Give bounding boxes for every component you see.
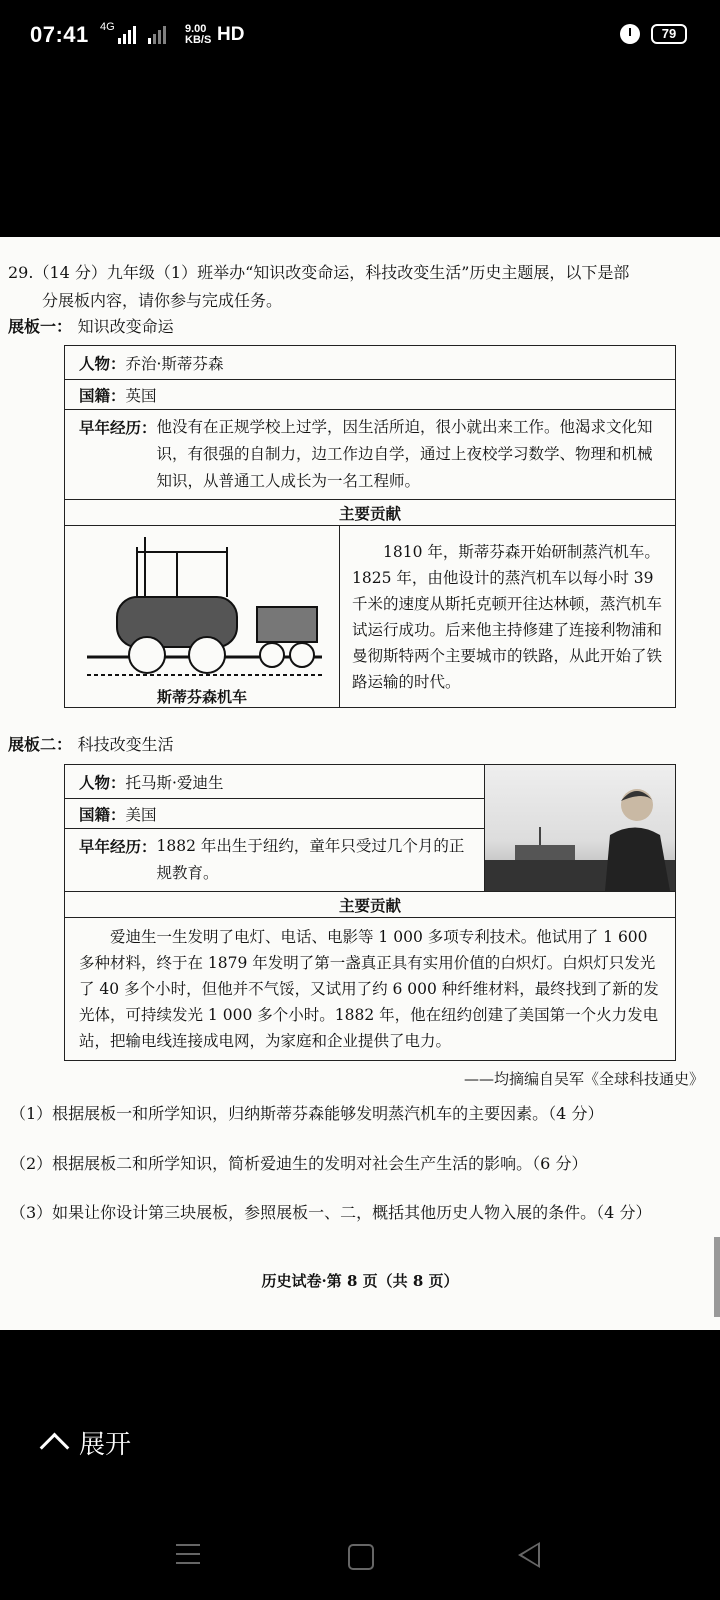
board1-exp-row	[65, 410, 676, 500]
expand-label: 展开	[79, 1429, 132, 1459]
board2-contrib: 爱迪生一生发明了电灯、电话、电影等 1 000 多项专利技术。他试用了 1 600 多种材料，终于在 1879 年发明了第一盏真正具有实用价值的白炽灯。白炽灯只发光了 40 多个小时，但他并不气馁，又试用了约 6 000 种纤维材料，最终找到了新的发光体，可持续发光 1 000 多个小时。1882 年，他在纽约创建了美国第一个火力发电站，把输电线连接成电网，为家庭和企业提供了电力。	[65, 918, 676, 1061]
battery-icon	[651, 24, 687, 44]
person-label: 人物：	[79, 772, 126, 792]
sub-question-3: （3）如果让你设计第三块展板，参照展板一、二，概括其他历史人物入展的条件。（4 分）	[10, 1203, 652, 1222]
edison-photo-drawing	[485, 765, 675, 891]
speed-value: 9.00	[185, 23, 207, 35]
board2-exp-row	[65, 829, 485, 892]
nation-label: 国籍：	[79, 385, 126, 405]
board2-name: 科技改变生活	[77, 735, 174, 754]
person-label: 人物：	[79, 353, 126, 373]
network-speed	[185, 24, 211, 46]
network-type: 4G	[100, 21, 115, 33]
nation-label: 国籍：	[79, 804, 126, 824]
back-icon[interactable]	[518, 1542, 540, 1568]
status-bar	[0, 0, 720, 72]
board2-person-row	[65, 765, 485, 799]
sub-question-2: （2）根据展板二和所学知识，简析爱迪生的发明对社会生产生活的影响。（6 分）	[10, 1154, 588, 1173]
board1-nation: 英国	[125, 386, 157, 405]
navigation-bar	[0, 1540, 720, 1580]
exp-label: 早年经历：	[79, 837, 157, 856]
battery-level: 79	[661, 26, 677, 41]
locomotive-caption: 斯蒂芬森机车	[156, 687, 247, 706]
chevron-up-icon	[40, 1433, 70, 1463]
page-footer: 历史试卷·第 8 页（共 8 页）	[261, 1272, 459, 1290]
board2-title	[8, 732, 174, 755]
board1-person-row	[65, 346, 676, 380]
board1-table	[64, 345, 676, 708]
board2-photo-cell	[485, 765, 676, 892]
question-intro	[8, 259, 710, 315]
edison-photo	[485, 765, 675, 891]
board1-exp: 他没有在正规学校上过学，因生活所迫，很小就出来工作。他渴求文化知识，有很强的自制力，边工作边自学，通过上夜校学习数学、物理和机械知识，从普通工人成长为一名工程师。	[156, 418, 653, 490]
hd-indicator: HD	[217, 24, 245, 45]
board2-contrib-header: 主要贡献	[65, 892, 676, 918]
board1-nation-row	[65, 380, 676, 410]
status-time: 07:41	[30, 22, 89, 47]
sub-question-1: （1）根据展板一和所学知识，归纳斯蒂芬森能够发明蒸汽机车的主要因素。（4 分）	[10, 1104, 604, 1123]
board1-prefix: 展板一：	[8, 317, 73, 336]
signal-bars-2-icon	[148, 26, 166, 44]
board1-person: 乔治·斯蒂芬森	[125, 354, 224, 373]
locomotive-image	[77, 527, 327, 707]
board2-nation-row	[65, 799, 485, 829]
signal-bars-icon	[118, 26, 136, 44]
board2-person: 托马斯·爱迪生	[125, 773, 224, 792]
exp-label: 早年经历：	[79, 418, 157, 437]
board2-table	[64, 764, 676, 1061]
alarm-icon	[620, 24, 640, 44]
source-citation: ——均摘编自吴军《全球科技通史》	[463, 1070, 704, 1088]
board1-contrib: 1810 年，斯蒂芬森开始研制蒸汽机车。1825 年，由他设计的蒸汽机车以每小时 39 千米的速度从斯托克顿开往达林顿，蒸汽机车试运行成功。后来他主持修建了连接利物浦和曼彻斯特两个主要城市的铁路，从此开始了铁路运输的时代。	[340, 526, 676, 708]
board1-name: 知识改变命运	[77, 317, 174, 336]
menu-icon[interactable]	[176, 1544, 200, 1571]
expand-button[interactable]	[44, 1424, 131, 1461]
question-intro-line2: 分展板内容，请你参与完成任务。	[42, 291, 283, 310]
exam-page	[0, 237, 720, 1330]
speed-unit: KB/S	[185, 34, 212, 46]
locomotive-drawing	[77, 527, 327, 687]
board2-exp: 1882 年出生于纽约，童年只受过几个月的正规教育。	[156, 837, 465, 882]
board2-prefix: 展板二：	[8, 735, 73, 754]
board1-contrib-header: 主要贡献	[65, 500, 676, 526]
scrollbar-thumb[interactable]	[714, 1237, 720, 1317]
board1-title	[8, 314, 174, 337]
home-icon[interactable]	[348, 1544, 374, 1570]
board2-nation: 美国	[125, 805, 157, 824]
board1-image-cell	[65, 526, 340, 708]
question-intro-line1: 29.（14 分）九年级（1）班举办“知识改变命运，科技改变生活”历史主题展，以下是部	[8, 263, 630, 282]
